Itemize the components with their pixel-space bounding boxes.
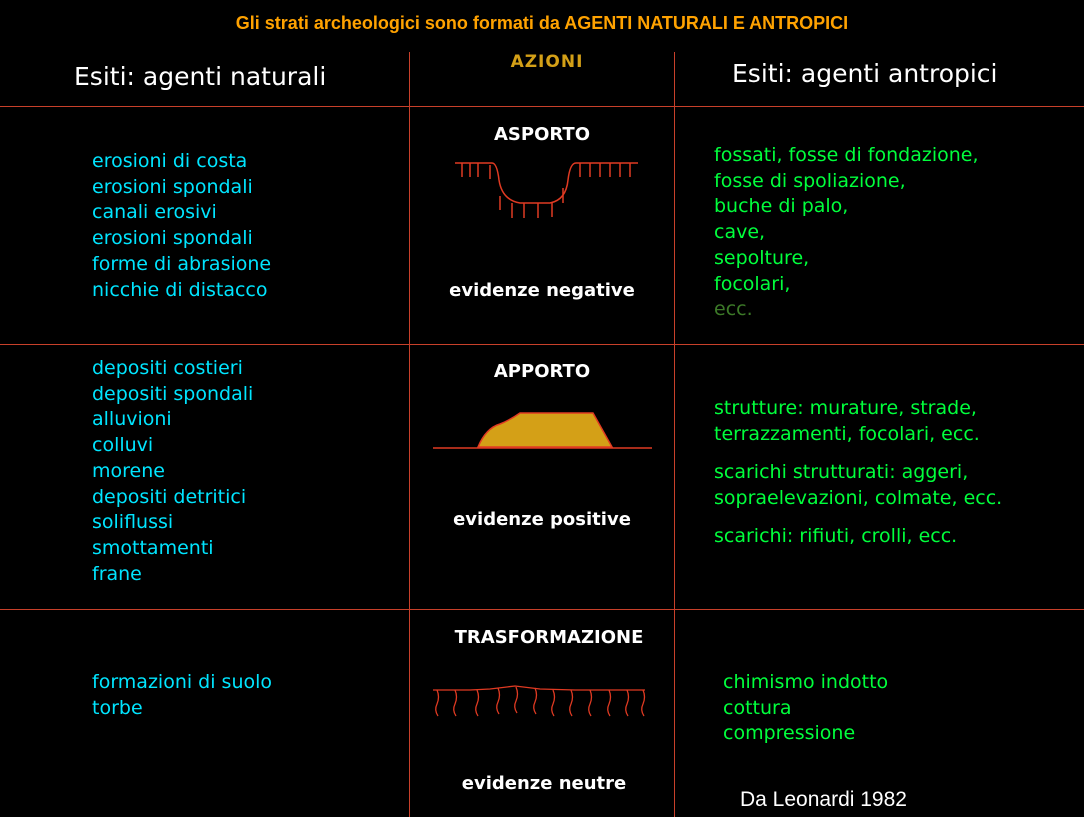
action-trasformazione: TRASFORMAZIONE (454, 627, 644, 648)
list-item: nicchie di distacco (92, 278, 268, 301)
anthropic-list-asporto (714, 143, 979, 323)
list-item: colluvi (92, 434, 154, 457)
page-title: Gli strati archeologici sono formati da AGENTI NATURALI E ANTROPICI (235, 13, 849, 33)
list-item: morene (92, 459, 165, 482)
anthropic-group-structures: strutture: murature, strade, terrazzamenti, focolari, ecc. (714, 397, 980, 445)
list-item: ecc. (714, 298, 753, 321)
action-asporto: ASPORTO (493, 124, 591, 145)
grid-divider-header (0, 106, 1084, 107)
list-item: depositi costieri (92, 357, 243, 379)
list-item: chimismo indotto (723, 671, 889, 693)
list-item: compressione (723, 722, 856, 745)
list-item: torbe (92, 696, 143, 719)
natural-list-asporto (92, 149, 271, 303)
list-item: fosse di spoliazione, (714, 169, 906, 192)
list-item: cave, (714, 221, 766, 244)
grid-divider-right (674, 52, 675, 817)
list-item: alluvioni (92, 408, 172, 431)
list-item: forme di abrasione (92, 252, 272, 275)
anthropic-group-dumps: scarichi: rifiuti, crolli, ecc. (714, 525, 958, 547)
anthropic-list-trasformazione (723, 670, 888, 747)
list-item: formazioni di suolo (92, 671, 273, 693)
grid-divider-left (409, 52, 410, 817)
anthropic-group-structured-dumps: scarichi strutturati: aggeri, sopraelevazioni, colmate, ecc. (714, 461, 1003, 509)
action-apporto: APPORTO (493, 361, 591, 382)
evidence-neutral: evidenze neutre (461, 773, 627, 794)
header-anthropic: Esiti: agenti antropici (732, 59, 998, 88)
header-actions: AZIONI (510, 52, 584, 72)
list-item: canali erosivi (92, 201, 217, 224)
list-item: erosioni spondali (92, 227, 253, 250)
list-item: cottura (723, 696, 792, 719)
list-item: soliflussi (92, 511, 174, 534)
list-item: smottamenti (92, 536, 214, 559)
list-item: buche di palo, (714, 195, 849, 218)
list-item: depositi detritici (92, 485, 247, 508)
grid-divider-row-2 (0, 609, 1084, 610)
list-item: focolari, (714, 272, 791, 295)
list-item: fossati, fosse di fondazione, (714, 144, 979, 166)
natural-list-trasformazione (92, 670, 272, 721)
source-credit: Da Leonardi 1982 (740, 788, 907, 811)
natural-list-apporto (92, 356, 253, 587)
list-item: frane (92, 562, 142, 585)
trasformazione-soil-icon (0, 0, 1, 1)
list-item: erosioni spondali (92, 175, 253, 198)
list-item: sepolture, (714, 246, 810, 269)
grid-divider-row-1 (0, 344, 1084, 345)
list-item: erosioni di costa (92, 150, 248, 172)
list-item: depositi spondali (92, 382, 254, 405)
evidence-negative: evidenze negative (449, 280, 635, 301)
header-natural: Esiti: agenti naturali (74, 62, 327, 91)
evidence-positive: evidenze positive (453, 509, 631, 530)
